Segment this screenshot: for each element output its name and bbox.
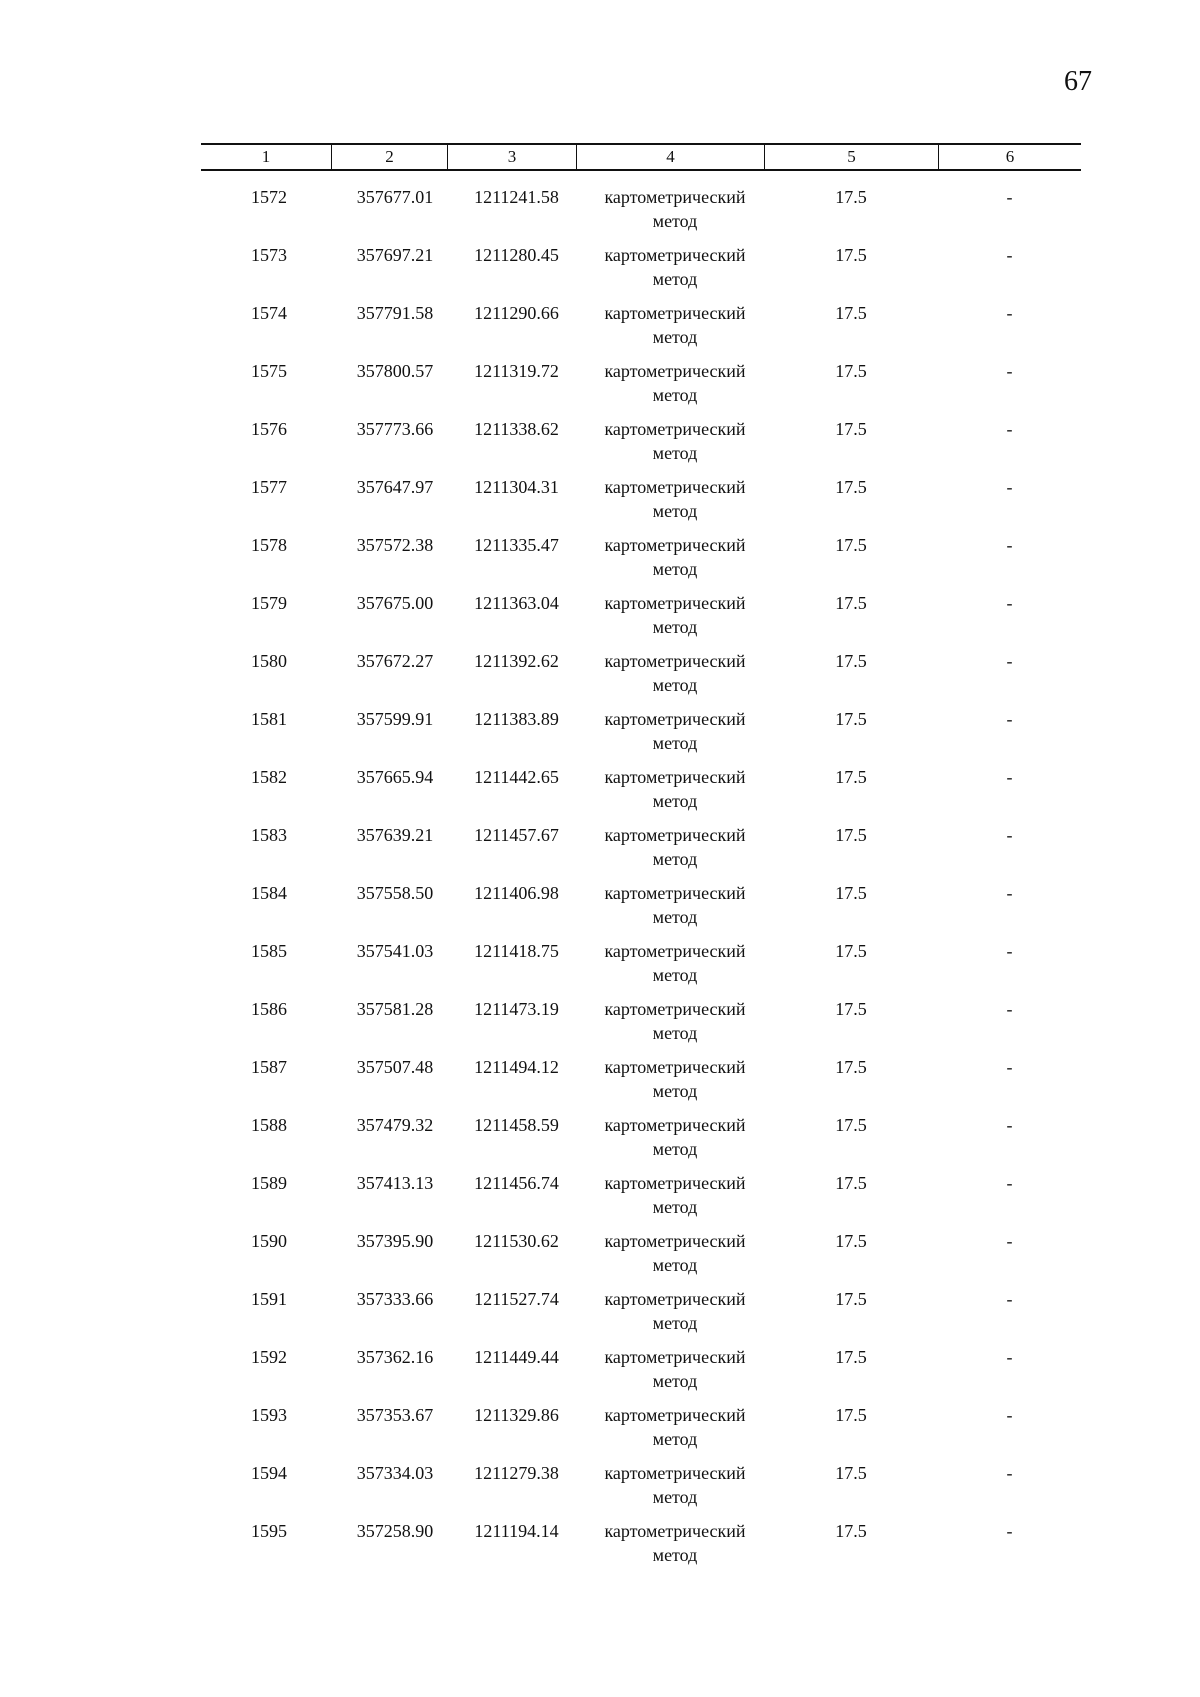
point-number-cell: 1587 [251, 1057, 287, 1077]
coordinate-x-cell: 357334.03 [356, 1463, 434, 1483]
method-cell [576, 1403, 764, 1461]
coordinate-x-cell: 357572.38 [356, 535, 434, 555]
coordinate-y-cell: 1211280.45 [474, 245, 559, 265]
accuracy-cell: 17.5 [835, 361, 867, 381]
accuracy-cell: 17.5 [835, 999, 867, 1019]
method-line-2: метод [652, 385, 698, 405]
coordinate-y-cell: 1211530.62 [474, 1231, 559, 1251]
note-cell: - [1006, 361, 1013, 381]
coordinate-x-cell: 357599.91 [356, 709, 434, 729]
coordinate-y-cell: 1211456.74 [474, 1173, 559, 1193]
method-line-2: метод [652, 269, 698, 289]
point-number-cell: 1595 [251, 1521, 287, 1541]
coordinate-y-cell: 1211279.38 [474, 1463, 559, 1483]
method-line-1: картометрический [604, 941, 746, 961]
table-body [201, 185, 1081, 1577]
point-number-cell: 1594 [251, 1463, 287, 1483]
coordinate-y-cell: 1211494.12 [474, 1057, 559, 1077]
note-cell: - [1006, 1405, 1013, 1425]
table-row [201, 243, 1081, 301]
coordinate-y-cell: 1211406.98 [474, 883, 559, 903]
accuracy-cell: 17.5 [835, 303, 867, 323]
method-line-1: картометрический [604, 1405, 746, 1425]
method-cell [576, 359, 764, 417]
method-line-1: картометрический [604, 593, 746, 613]
coordinate-y-cell: 1211527.74 [474, 1289, 559, 1309]
coordinate-x-cell: 357672.27 [356, 651, 434, 671]
coordinate-x-cell: 357647.97 [356, 477, 434, 497]
point-number-cell: 1576 [251, 419, 287, 439]
table-row [201, 939, 1081, 997]
note-cell: - [1006, 593, 1013, 613]
table-row [201, 359, 1081, 417]
coordinate-y-cell: 1211319.72 [474, 361, 559, 381]
method-line-1: картометрический [604, 825, 746, 845]
table-row [201, 997, 1081, 1055]
note-cell: - [1006, 709, 1013, 729]
accuracy-cell: 17.5 [835, 1521, 867, 1541]
coordinate-x-cell: 357677.01 [356, 187, 434, 207]
method-cell [576, 475, 764, 533]
method-line-1: картометрический [604, 419, 746, 439]
accuracy-cell: 17.5 [835, 1057, 867, 1077]
note-cell: - [1006, 1289, 1013, 1309]
coordinate-y-cell: 1211449.44 [474, 1347, 559, 1367]
method-line-2: метод [652, 733, 698, 753]
coordinate-y-cell: 1211329.86 [474, 1405, 559, 1425]
method-line-2: метод [652, 1023, 698, 1043]
header-col-2: 2 [331, 145, 447, 169]
point-number-cell: 1578 [251, 535, 287, 555]
accuracy-cell: 17.5 [835, 651, 867, 671]
point-number-cell: 1584 [251, 883, 287, 903]
accuracy-cell: 17.5 [835, 709, 867, 729]
method-line-2: метод [652, 1139, 698, 1159]
method-line-2: метод [652, 849, 698, 869]
method-line-1: картометрический [604, 883, 746, 903]
method-cell [576, 243, 764, 301]
coordinate-y-cell: 1211335.47 [474, 535, 559, 555]
point-number-cell: 1574 [251, 303, 287, 323]
accuracy-cell: 17.5 [835, 883, 867, 903]
table-row [201, 1171, 1081, 1229]
method-line-1: картометрический [604, 1347, 746, 1367]
method-cell [576, 1171, 764, 1229]
table-row [201, 765, 1081, 823]
accuracy-cell: 17.5 [835, 1405, 867, 1425]
coordinate-x-cell: 357541.03 [356, 941, 434, 961]
method-line-1: картометрический [604, 651, 746, 671]
coordinate-x-cell: 357697.21 [356, 245, 434, 265]
method-line-2: метод [652, 1081, 698, 1101]
note-cell: - [1006, 767, 1013, 787]
method-line-1: картометрический [604, 999, 746, 1019]
note-cell: - [1006, 1463, 1013, 1483]
coordinate-y-cell: 1211194.14 [474, 1521, 559, 1541]
note-cell: - [1006, 1521, 1013, 1541]
note-cell: - [1006, 1057, 1013, 1077]
accuracy-cell: 17.5 [835, 245, 867, 265]
point-number-cell: 1593 [251, 1405, 287, 1425]
table-row [201, 591, 1081, 649]
method-cell [576, 533, 764, 591]
table-row [201, 1345, 1081, 1403]
table-row [201, 649, 1081, 707]
method-line-2: метод [652, 617, 698, 637]
coordinate-x-cell: 357800.57 [356, 361, 434, 381]
method-cell [576, 1519, 764, 1577]
table-row [201, 301, 1081, 359]
accuracy-cell: 17.5 [835, 187, 867, 207]
coordinate-x-cell: 357362.16 [356, 1347, 434, 1367]
header-col-1: 1 [261, 147, 271, 166]
method-cell [576, 1287, 764, 1345]
method-line-1: картометрический [604, 535, 746, 555]
accuracy-cell: 17.5 [835, 1347, 867, 1367]
header-col-6: 6 [938, 145, 1081, 169]
note-cell: - [1006, 825, 1013, 845]
method-cell [576, 707, 764, 765]
method-line-2: метод [652, 1255, 698, 1275]
coordinate-x-cell: 357639.21 [356, 825, 434, 845]
coordinate-y-cell: 1211304.31 [474, 477, 559, 497]
method-line-1: картометрический [604, 1289, 746, 1309]
coordinate-y-cell: 1211338.62 [474, 419, 559, 439]
method-line-2: метод [652, 1197, 698, 1217]
coordinate-x-cell: 357581.28 [356, 999, 434, 1019]
coordinate-y-cell: 1211457.67 [474, 825, 559, 845]
method-line-1: картометрический [604, 709, 746, 729]
method-line-1: картометрический [604, 1115, 746, 1135]
accuracy-cell: 17.5 [835, 767, 867, 787]
method-cell [576, 823, 764, 881]
method-cell [576, 997, 764, 1055]
coordinate-x-cell: 357413.13 [356, 1173, 434, 1193]
point-number-cell: 1583 [251, 825, 287, 845]
coordinate-x-cell: 357258.90 [356, 1521, 434, 1541]
method-line-1: картометрический [604, 1057, 746, 1077]
method-cell [576, 1229, 764, 1287]
accuracy-cell: 17.5 [835, 419, 867, 439]
table-row [201, 1113, 1081, 1171]
method-line-2: метод [652, 965, 698, 985]
method-line-2: метод [652, 791, 698, 811]
method-line-2: метод [652, 1371, 698, 1391]
method-cell [576, 1345, 764, 1403]
method-line-1: картометрический [604, 1463, 746, 1483]
table-row [201, 475, 1081, 533]
method-cell [576, 417, 764, 475]
method-line-2: метод [652, 443, 698, 463]
accuracy-cell: 17.5 [835, 535, 867, 555]
table-row [201, 707, 1081, 765]
method-cell [576, 881, 764, 939]
accuracy-cell: 17.5 [835, 477, 867, 497]
method-line-1: картометрический [604, 187, 746, 207]
point-number-cell: 1579 [251, 593, 287, 613]
accuracy-cell: 17.5 [835, 825, 867, 845]
method-line-2: метод [652, 675, 698, 695]
note-cell: - [1006, 303, 1013, 323]
accuracy-cell: 17.5 [835, 1289, 867, 1309]
coordinate-y-cell: 1211383.89 [474, 709, 559, 729]
method-line-1: картометрический [604, 303, 746, 323]
coordinate-x-cell: 357479.32 [356, 1115, 434, 1135]
table-row [201, 1403, 1081, 1461]
point-number-cell: 1582 [251, 767, 287, 787]
coordinate-y-cell: 1211458.59 [474, 1115, 559, 1135]
point-number-cell: 1572 [251, 187, 287, 207]
note-cell: - [1006, 419, 1013, 439]
page-number: 67 [1064, 66, 1092, 97]
table-row [201, 1287, 1081, 1345]
accuracy-cell: 17.5 [835, 1173, 867, 1193]
table-row [201, 1229, 1081, 1287]
note-cell: - [1006, 883, 1013, 903]
coordinate-y-cell: 1211442.65 [474, 767, 559, 787]
point-number-cell: 1585 [251, 941, 287, 961]
point-number-cell: 1580 [251, 651, 287, 671]
coordinate-y-cell: 1211241.58 [474, 187, 559, 207]
note-cell: - [1006, 187, 1013, 207]
method-line-2: метод [652, 1429, 698, 1449]
point-number-cell: 1588 [251, 1115, 287, 1135]
method-line-2: метод [652, 1313, 698, 1333]
method-line-1: картометрический [604, 1173, 746, 1193]
point-number-cell: 1575 [251, 361, 287, 381]
method-line-2: метод [652, 559, 698, 579]
note-cell: - [1006, 245, 1013, 265]
coordinate-x-cell: 357791.58 [356, 303, 434, 323]
note-cell: - [1006, 651, 1013, 671]
method-line-2: метод [652, 327, 698, 347]
coordinate-x-cell: 357665.94 [356, 767, 434, 787]
note-cell: - [1006, 1115, 1013, 1135]
accuracy-cell: 17.5 [835, 593, 867, 613]
coordinate-y-cell: 1211473.19 [474, 999, 559, 1019]
point-number-cell: 1592 [251, 1347, 287, 1367]
coordinate-x-cell: 357333.66 [356, 1289, 434, 1309]
coordinate-x-cell: 357675.00 [356, 593, 434, 613]
method-cell [576, 1055, 764, 1113]
header-col-4: 4 [576, 145, 764, 169]
method-line-1: картометрический [604, 361, 746, 381]
table-row [201, 823, 1081, 881]
point-number-cell: 1589 [251, 1173, 287, 1193]
table-row [201, 1055, 1081, 1113]
method-cell [576, 939, 764, 997]
method-line-2: метод [652, 1487, 698, 1507]
method-line-1: картометрический [604, 767, 746, 787]
method-cell [576, 649, 764, 707]
table-header [201, 143, 1081, 171]
point-number-cell: 1573 [251, 245, 287, 265]
coordinate-y-cell: 1211363.04 [474, 593, 559, 613]
header-col-3: 3 [447, 145, 576, 169]
point-number-cell: 1581 [251, 709, 287, 729]
header-col-5: 5 [764, 145, 938, 169]
coordinate-y-cell: 1211418.75 [474, 941, 559, 961]
coordinate-y-cell: 1211392.62 [474, 651, 559, 671]
method-line-2: метод [652, 1545, 698, 1565]
table-row [201, 533, 1081, 591]
method-line-2: метод [652, 501, 698, 521]
note-cell: - [1006, 1231, 1013, 1251]
note-cell: - [1006, 535, 1013, 555]
table-row [201, 1461, 1081, 1519]
coordinate-y-cell: 1211290.66 [474, 303, 559, 323]
table-row [201, 881, 1081, 939]
point-number-cell: 1590 [251, 1231, 287, 1251]
method-cell [576, 591, 764, 649]
method-line-2: метод [652, 907, 698, 927]
method-cell [576, 765, 764, 823]
accuracy-cell: 17.5 [835, 1231, 867, 1251]
table-row [201, 417, 1081, 475]
coordinate-x-cell: 357558.50 [356, 883, 434, 903]
table-row [201, 185, 1081, 243]
accuracy-cell: 17.5 [835, 1115, 867, 1135]
table-row [201, 1519, 1081, 1577]
coordinate-x-cell: 357507.48 [356, 1057, 434, 1077]
method-line-1: картометрический [604, 1521, 746, 1541]
coordinate-x-cell: 357773.66 [356, 419, 434, 439]
method-cell [576, 1461, 764, 1519]
method-cell [576, 185, 764, 243]
method-cell [576, 1113, 764, 1171]
accuracy-cell: 17.5 [835, 941, 867, 961]
note-cell: - [1006, 1173, 1013, 1193]
coordinate-x-cell: 357353.67 [356, 1405, 434, 1425]
coordinate-x-cell: 357395.90 [356, 1231, 434, 1251]
point-number-cell: 1577 [251, 477, 287, 497]
note-cell: - [1006, 477, 1013, 497]
note-cell: - [1006, 941, 1013, 961]
method-line-1: картометрический [604, 477, 746, 497]
accuracy-cell: 17.5 [835, 1463, 867, 1483]
point-number-cell: 1586 [251, 999, 287, 1019]
note-cell: - [1006, 1347, 1013, 1367]
method-line-2: метод [652, 211, 698, 231]
note-cell: - [1006, 999, 1013, 1019]
method-line-1: картометрический [604, 1231, 746, 1251]
method-line-1: картометрический [604, 245, 746, 265]
method-cell [576, 301, 764, 359]
point-number-cell: 1591 [251, 1289, 287, 1309]
